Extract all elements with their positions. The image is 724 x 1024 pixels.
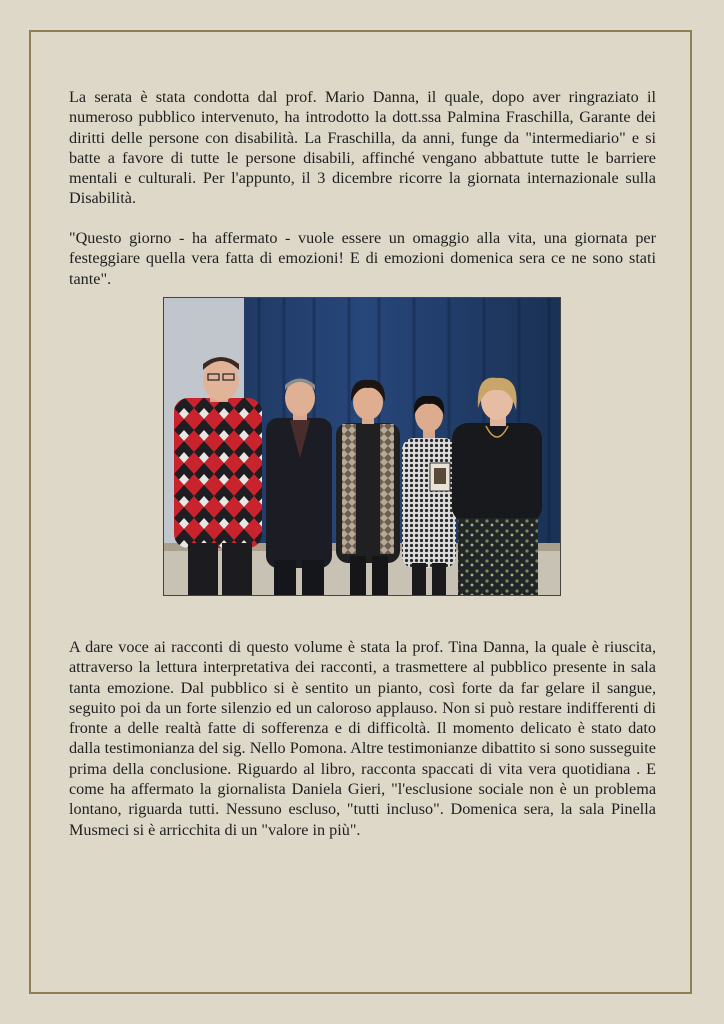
paragraph-reading: A dare voce ai racconti di questo volume è stata la prof. Tina Danna, la quale è riuscita, attraverso la lettura interpretativa dei racconti, a trasmettere al pubblico presente in sala tanta emozione. Dal pubblico si è sentito un pianto, così forte da far gelare il sangue, seguito poi da un forte silenzio ed un caloroso applauso. Non si può restare indifferenti di fronte a delle realtà fatte di sofferenza e di difficoltà. Il momento delicato è stato dato dalla testimonianza del sig. Nello Pomona. Altre testimonianze dibattito si sono susseguite prima della conclusione. Riguardo al libro, racconta spaccati di vita vera quotidiana . E come ha affermato la giornalista Daniela Gieri, "l'esclusione sociale non è un problema lontano, riguarda tutti. Nessuno escluso, "tutti incluso". Domenica sera, la sala Pinella Musmeci si è arricchita di un "valore in più". bbox=[69, 638, 656, 839]
paragraph-intro: La serata è stata condotta dal prof. Mario Danna, il quale, dopo aver ringraziato il numeroso pubblico intervenuto, ha introdotto la dott.ssa Palmina Fraschilla, Garante dei diritti delle persone con disabilità. La Fraschilla, da anni, funge da "intermediario" e si batte a favore di tutte le persone disabili, affinché vengano abbattute tutte le barriere mentali e culturali. Per l'appunto, il 3 dicembre ricorre la giornata internazionale sulla Disabilità. bbox=[69, 88, 656, 208]
paragraph-quote: "Questo giorno - ha affermato - vuole essere un omaggio alla vita, una giornata per festeggiare quella vera fatta di emozioni! E di emozioni domenica sera ce ne sono stati tante". bbox=[69, 229, 656, 288]
event-photo bbox=[163, 297, 561, 596]
